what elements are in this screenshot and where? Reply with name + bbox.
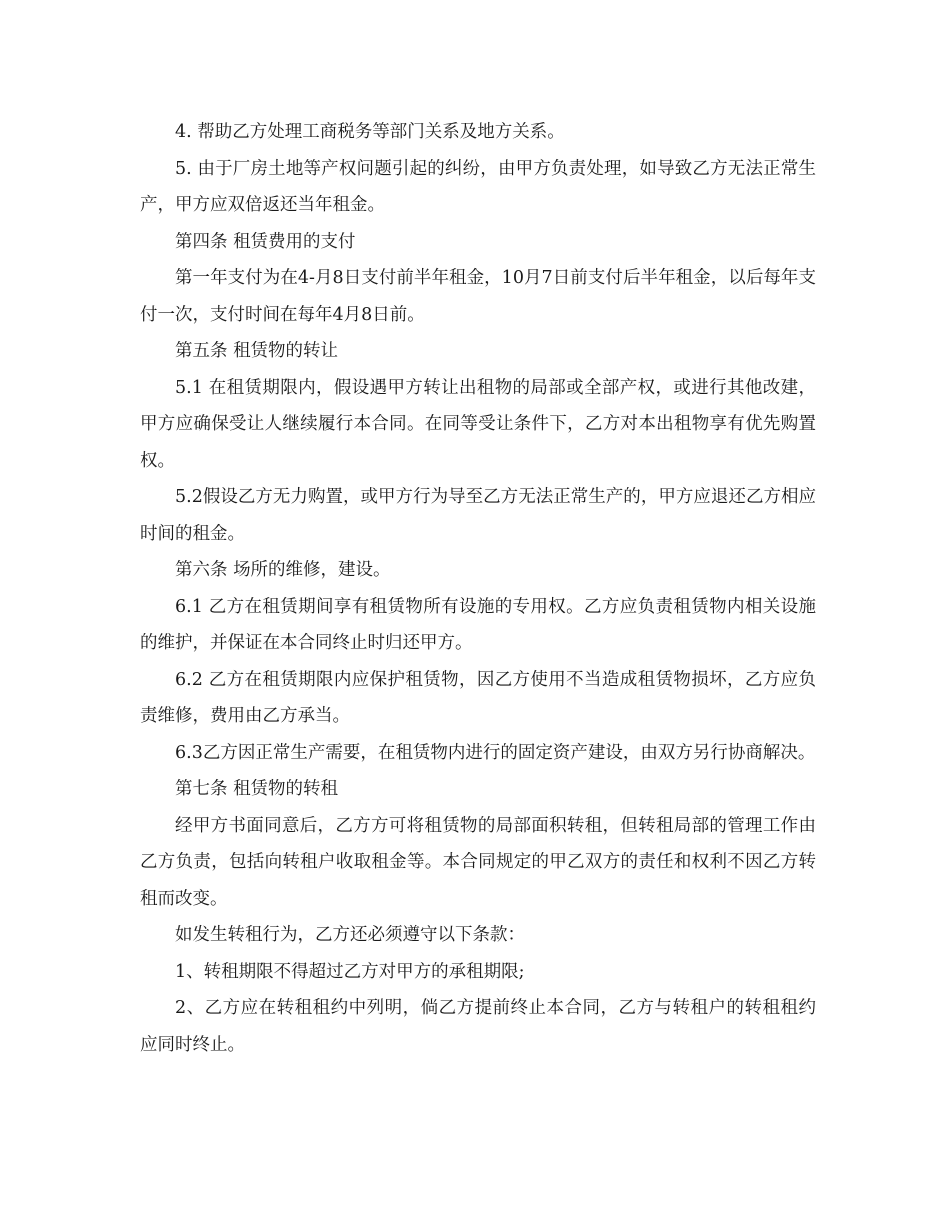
article-4-heading: 第四条 租赁费用的支付 — [175, 231, 356, 252]
article-4-payment-terms: 第一年支付为在4-月8日支付前半年租金，10月7日前支付后半年租金，以后每年支付一次，支付时间在每年4月8日前。 — [140, 268, 816, 325]
clause-6-2-maintenance: 6.2 乙方在租赁期限内应保护租赁物，因乙方使用不当造成租赁物损坏，乙方应负责维修，费用由乙方承当。 — [140, 669, 816, 726]
article-7-sublease-terms: 经甲方书面同意后，乙方方可将租赁物的局部面积转租，但转租局部的管理工作由乙方负责，包括向转租户收取租金等。本合同规定的甲乙双方的责任和权利不因乙方转租而改变。 — [140, 815, 816, 909]
clause-5-2-refund: 5.2假设乙方无力购置，或甲方行为导至乙方无法正常生产的，甲方应退还乙方相应时间的租金。 — [140, 487, 816, 544]
article-6-heading: 第六条 场所的维修，建设。 — [175, 560, 391, 580]
sublease-condition-2: 2、乙方应在转租租约中列明，倘乙方提前终止本合同，乙方与转租户的转租租约应同时终止。 — [140, 998, 816, 1055]
clause-5-1-transfer: 5.1 在租赁期限内，假设遇甲方转让出租物的局部或全部产权，或进行其他改建，甲方应确保受让人继续履行本合同。在同等受让条件下，乙方对本出租物享有优先购置权。 — [140, 377, 816, 471]
clause-6-1-facilities: 6.1 乙方在租赁期间享有租赁物所有设施的专用权。乙方应负责租赁物内相关设施的维护，并保证在本合同终止时归还甲方。 — [140, 596, 816, 653]
clause-5-property-disputes: 5. 由于厂房土地等产权问题引起的纠纷，由甲方负责处理，如导致乙方无法正常生产，甲方应双倍返还当年租金。 — [140, 158, 816, 215]
sublease-conditions-intro: 如发生转租行为，乙方还必须遵守以下条款： — [175, 925, 525, 945]
clause-6-3-construction: 6.3乙方因正常生产需要，在租赁物内进行的固定资产建设，由双方另行协商解决。 — [175, 742, 816, 763]
document-body — [140, 114, 816, 1063]
clause-4-assist-relations: 4. 帮助乙方处理工商税务等部门关系及地方关系。 — [175, 122, 565, 142]
sublease-condition-1: 1、转租期限不得超过乙方对甲方的承租期限; — [175, 961, 525, 982]
article-5-heading: 第五条 租赁物的转让 — [175, 341, 339, 361]
article-7-heading: 第七条 租赁物的转租 — [175, 779, 339, 799]
